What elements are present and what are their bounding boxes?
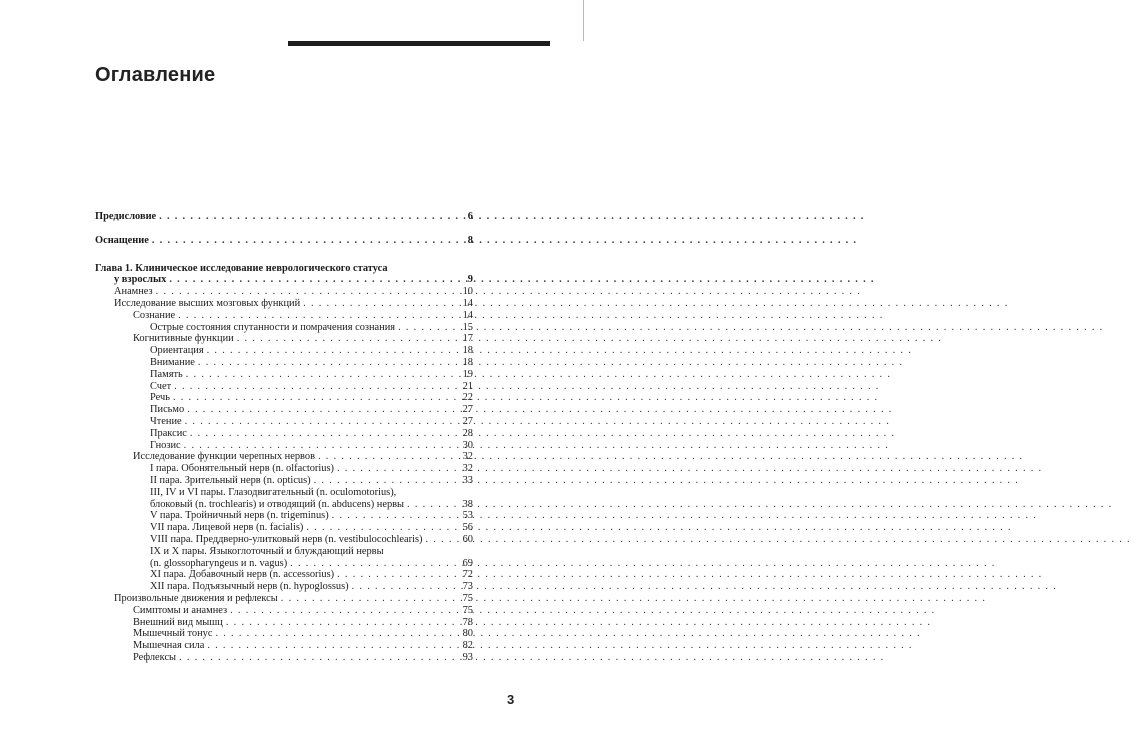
toc-entry-memory[interactable] [95, 369, 473, 381]
toc-page-number: 53 [462, 510, 473, 522]
toc-entry-title-line: IX и X пары. Языкоглоточный и блуждающий нервы [150, 545, 384, 557]
toc-entry-attention[interactable] [95, 357, 473, 369]
toc-entry-title: Рефлексы [133, 651, 177, 663]
toc-entry-title-line: III, IV и VI пары. Глазодвигательный (n. oculomotorius), [150, 486, 397, 498]
toc-entry-title: VII пара. Лицевой нерв (n. facialis) [150, 522, 304, 534]
toc-entry-acute-states[interactable] [95, 322, 473, 334]
toc-page-number: 93 [462, 651, 473, 663]
toc-page-number: 10 [462, 286, 473, 298]
leader-dots [175, 310, 462, 322]
leader-dots [212, 628, 462, 640]
leader-dots [184, 404, 462, 416]
toc-entry-title: V пара. Тройничный нерв (n. trigeminus) [150, 510, 329, 522]
toc-page-number: 73 [462, 581, 473, 593]
toc-entry-title: Память [150, 368, 183, 380]
toc-entry-title: Когнитивные функции [133, 333, 234, 345]
toc-entry-chapter-1[interactable] [95, 274, 473, 286]
toc-page-number: 60 [462, 533, 473, 545]
toc-entry-title: VIII пара. Преддверно-улитковый нерв (n. vestibulocochlearis) [150, 533, 423, 545]
leader-dots [404, 499, 463, 511]
leader-dots [349, 581, 463, 593]
leader-dots [166, 274, 464, 286]
toc-entry-title: Симптомы и анамнез [133, 604, 228, 616]
leader-dots [287, 558, 462, 570]
toc-entry-title: (n. glossopharyngeus и n. vagus) [150, 557, 288, 569]
toc-entry-title: Письмо [150, 404, 185, 416]
toc-page-number: 32 [462, 463, 473, 475]
toc-page-number: 80 [462, 628, 473, 640]
toc-entry-nerve-3-4-6[interactable] [95, 499, 473, 511]
header-rule [288, 41, 550, 46]
leader-dots [395, 322, 463, 334]
toc-page-number: 32 [462, 451, 473, 463]
toc-entry-equipment[interactable] [95, 235, 473, 247]
toc-entry-nerve-2[interactable] [95, 475, 473, 487]
toc-entry-muscle-tone[interactable] [95, 628, 473, 640]
leader-dots [334, 463, 463, 475]
toc-entry-cranial-nerves[interactable] [95, 451, 473, 463]
toc-page-number: 21 [462, 380, 473, 392]
toc-entry-cognitive[interactable] [95, 333, 473, 345]
toc-page-number: 69 [462, 557, 473, 569]
toc-entry-title: Острые состояния спутанности и помрачения сознания [150, 321, 396, 333]
toc-page-number: 56 [462, 522, 473, 534]
toc-entry-title: Гнозис [150, 439, 181, 451]
leader-dots [223, 617, 463, 629]
toc-page-number: 18 [462, 345, 473, 357]
leader-dots [183, 369, 463, 381]
leader-dots [315, 451, 463, 463]
toc-entry-nerve-11[interactable] [95, 569, 473, 581]
toc-page-number: 78 [462, 616, 473, 628]
leader-dots [300, 298, 462, 310]
leader-dots [329, 510, 463, 522]
toc-page-number: 28 [462, 427, 473, 439]
toc-entry-title: Речь [150, 392, 170, 404]
leader-dots [234, 333, 463, 345]
toc-page-number: 6 [467, 211, 473, 222]
toc-entry-nerve-8[interactable] [95, 534, 473, 546]
toc-page-number: 38 [462, 498, 473, 510]
toc-entry-title: блоковый (n. trochlearis) и отводящий (n. abducens) нервы [150, 498, 405, 510]
page-number: 3 [507, 692, 515, 707]
toc-entry-muscle-strength[interactable] [95, 640, 473, 652]
toc-entry-nerve-7[interactable] [95, 522, 473, 534]
toc-entry-nerve-12[interactable] [95, 581, 473, 593]
toc-page-number: 75 [462, 592, 473, 604]
toc-page-number: 27 [462, 415, 473, 427]
toc-entry-title: Сознание [133, 309, 176, 321]
toc-entry-anamnesis[interactable] [95, 286, 473, 298]
toc-entry-movements[interactable] [95, 593, 473, 605]
toc-page-number: 75 [462, 604, 473, 616]
toc-entry-preface[interactable] [95, 211, 473, 223]
toc-page-number: 22 [462, 392, 473, 404]
leader-dots [227, 605, 463, 617]
toc-entry-consciousness[interactable] [95, 310, 473, 322]
toc-entry-nerve-5[interactable] [95, 510, 473, 522]
leader-dots [149, 235, 464, 247]
table-of-contents [95, 211, 473, 664]
toc-entry-orientation[interactable] [95, 345, 473, 357]
toc-entry-muscle-appearance[interactable] [95, 617, 473, 629]
toc-entry-title: Анамнез [114, 286, 153, 298]
toc-page-number: 14 [462, 309, 473, 321]
toc-entry-title: Исследование функции черепных нервов [133, 451, 315, 463]
toc-entry-speech[interactable] [95, 392, 473, 404]
toc-entry-title: Предисловие [95, 211, 157, 222]
toc-entry-title: Чтение [150, 415, 182, 427]
leader-dots [278, 593, 463, 605]
toc-entry-title: Произвольные движения и рефлексы [114, 592, 278, 604]
toc-page-number: 72 [462, 569, 473, 581]
toc-entry-reading[interactable] [95, 416, 473, 428]
toc-entry-title: Оснащение [95, 234, 149, 246]
toc-page-number: 30 [462, 439, 473, 451]
toc-entry-higher-functions[interactable] [95, 298, 473, 310]
leader-dots [176, 652, 463, 664]
leader-dots [422, 534, 462, 546]
leader-dots [204, 640, 462, 652]
toc-entry-gnosis[interactable] [95, 440, 473, 452]
leader-dots [195, 357, 463, 369]
leader-dots [204, 345, 463, 357]
toc-entry-title: I пара. Обонятельный нерв (n. olfactorius) [150, 463, 334, 475]
toc-page-number: 17 [462, 333, 473, 345]
leader-dots [311, 475, 463, 487]
toc-page-number: 27 [462, 404, 473, 416]
page-edge-rule [583, 0, 584, 41]
toc-entry-title: II пара. Зрительный нерв (n. opticus) [150, 474, 311, 486]
toc-page-number: 15 [462, 321, 473, 333]
leader-dots [181, 440, 463, 452]
leader-dots [171, 381, 462, 393]
leader-dots [170, 392, 463, 404]
leader-dots [156, 211, 464, 223]
leader-dots [182, 416, 463, 428]
toc-entry-writing[interactable] [95, 404, 473, 416]
leader-dots [303, 522, 462, 534]
toc-entry-title: Исследование высших мозговых функций [114, 297, 301, 309]
toc-page-number: 14 [462, 297, 473, 309]
toc-entry-counting[interactable] [95, 381, 473, 393]
toc-entry-title: Внешний вид мышц [133, 616, 223, 628]
toc-entry-title: Мышечный тонус [133, 628, 213, 640]
toc-entry-title: XI пара. Добавочный нерв (n. accessorius) [150, 569, 335, 581]
leader-dots [187, 428, 463, 440]
toc-page-number: 82 [462, 640, 473, 652]
toc-entry-symptoms[interactable] [95, 605, 473, 617]
toc-entry-nerve-1[interactable] [95, 463, 473, 475]
toc-page-number: 8 [467, 234, 473, 246]
toc-entry-title: Праксис [150, 427, 187, 439]
toc-page-number: 9 [467, 274, 473, 286]
toc-page-number: 19 [462, 368, 473, 380]
toc-entry-title: Счет [150, 380, 172, 392]
toc-page-number: 33 [462, 474, 473, 486]
toc-entry-title: Внимание [150, 356, 195, 368]
toc-chapter-title: Глава 1. Клиническое исследование неврологического статуса [95, 262, 388, 274]
toc-entry-title: Мышечная сила [133, 640, 205, 652]
toc-entry-reflexes[interactable] [95, 652, 473, 664]
leader-dots [334, 569, 463, 581]
toc-entry-nerve-9-10[interactable] [95, 558, 473, 570]
toc-entry-title: XII пара. Подъязычный нерв (n. hypoglossus) [150, 581, 349, 593]
page-title: Оглавление [95, 64, 216, 86]
toc-entry-title: Ориентация [150, 345, 204, 357]
toc-entry-title: у взрослых [114, 274, 167, 286]
toc-entry-praxis[interactable] [95, 428, 473, 440]
toc-page-number: 18 [462, 356, 473, 368]
leader-dots [153, 286, 463, 298]
